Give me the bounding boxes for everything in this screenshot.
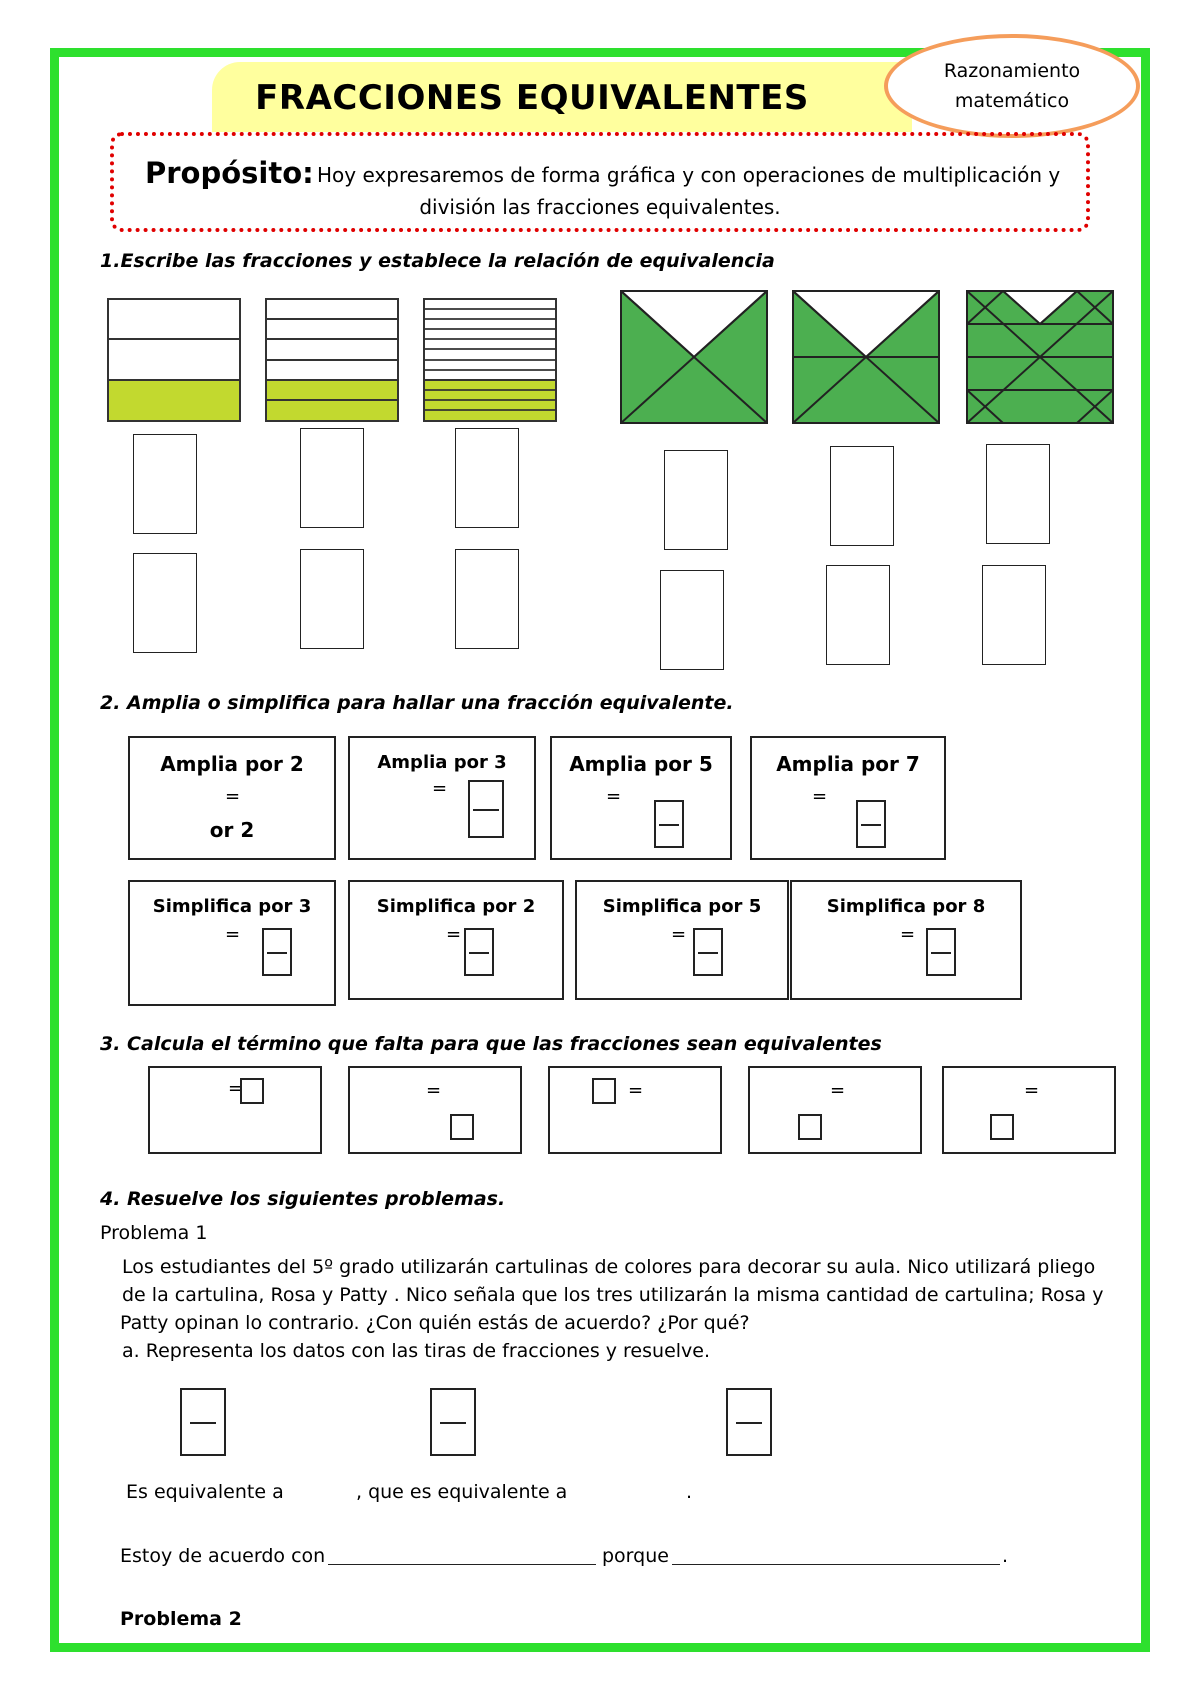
fraction-square-sixteenths <box>966 290 1114 424</box>
fraction-square-eighths <box>792 290 940 424</box>
missing-term-box[interactable] <box>592 1078 616 1104</box>
fraction-answer-box[interactable] <box>455 549 519 649</box>
amplify-card-label: Amplia por 2 <box>160 752 304 776</box>
equals-sign: = <box>225 924 241 945</box>
fraction-answer-box[interactable] <box>300 428 364 528</box>
equals-sign: = <box>606 786 622 807</box>
missing-term-card <box>942 1066 1116 1154</box>
equivalent-text-a: Es equivalente a <box>126 1481 284 1503</box>
agree-text-b: porque <box>602 1545 669 1567</box>
fraction-answer-box[interactable] <box>133 434 197 534</box>
equals-sign: = <box>432 778 448 799</box>
fraction-strip-sixths <box>265 298 399 422</box>
fraction-answer-box[interactable] <box>982 565 1046 665</box>
simplify-card-label: Simplifica por 3 <box>152 896 312 917</box>
fraction-blank[interactable] <box>464 928 494 976</box>
equals-sign: = <box>426 1080 442 1101</box>
page-title: FRACCIONES EQUIVALENTES <box>255 78 809 118</box>
agree-text-c: . <box>1002 1545 1009 1567</box>
missing-term-card <box>748 1066 922 1154</box>
section1-heading: 1.Escribe las fracciones y establece la relación de equivalencia <box>100 250 775 272</box>
missing-term-box[interactable] <box>798 1114 822 1140</box>
fraction-strip-twelfths <box>423 298 557 422</box>
fraction-blank[interactable] <box>726 1388 772 1456</box>
equals-sign: = <box>671 924 687 945</box>
amplify-card-label: Amplia por 7 <box>776 752 920 776</box>
amplify-card-label: Amplia por 3 <box>377 752 507 773</box>
simplify-card <box>790 880 1022 1000</box>
problem2-title: Problema 2 <box>120 1608 242 1630</box>
fraction-blank[interactable] <box>430 1388 476 1456</box>
problem1-title: Problema 1 <box>100 1222 208 1244</box>
missing-term-card <box>348 1066 522 1154</box>
purpose-text-line2: división las fracciones equivalentes. <box>419 195 781 219</box>
equals-sign: = <box>830 1080 846 1101</box>
missing-term-box[interactable] <box>240 1078 264 1104</box>
agree-answer-line[interactable] <box>328 1564 596 1565</box>
simplify-card <box>575 880 789 1000</box>
fraction-blank[interactable] <box>262 928 292 976</box>
reason-answer-line[interactable] <box>672 1564 1000 1565</box>
agree-text-a: Estoy de acuerdo con <box>120 1545 326 1567</box>
fraction-blank[interactable] <box>926 928 956 976</box>
fraction-blank[interactable] <box>654 800 684 848</box>
problem1-line1: Los estudiantes del 5º grado utilizarán cartulinas de colores para decorar su aula. Nico utilizará pliego <box>122 1256 1096 1278</box>
missing-term-box[interactable] <box>450 1114 474 1140</box>
subject-badge-line1: Razonamiento <box>943 60 1081 82</box>
equals-sign: = <box>900 924 916 945</box>
fraction-blank[interactable] <box>180 1388 226 1456</box>
fraction-blank[interactable] <box>468 780 504 838</box>
fraction-strip-thirds <box>107 298 241 422</box>
equals-sign: = <box>446 924 462 945</box>
fraction-answer-box[interactable] <box>986 444 1050 544</box>
problem1-line3: Patty opinan lo contrario. ¿Con quién estás de acuerdo? ¿Por qué? <box>120 1312 750 1334</box>
missing-term-card <box>548 1066 722 1154</box>
fraction-blank[interactable] <box>693 928 723 976</box>
fraction-answer-box[interactable] <box>830 446 894 546</box>
section2-heading: 2. Amplia o simplifica para hallar una fracción equivalente. <box>100 692 734 714</box>
amplify-card <box>348 736 536 860</box>
problem1-line2: de la cartulina, Rosa y Patty . Nico señala que los tres utilizarán la misma cantidad de cartulina; Rosa y <box>122 1284 1104 1306</box>
fraction-answer-box[interactable] <box>133 553 197 653</box>
equivalent-text-c: . <box>686 1481 693 1503</box>
fraction-answer-box[interactable] <box>455 428 519 528</box>
simplify-card <box>348 880 564 1000</box>
purpose-text-line1: Hoy expresaremos de forma gráfica y con operaciones de multiplicación y <box>317 163 1061 187</box>
fraction-answer-box[interactable] <box>664 450 728 550</box>
section4-heading: 4. Resuelve los siguientes problemas. <box>100 1188 506 1210</box>
subject-badge-line2: matemático <box>954 90 1070 112</box>
simplify-card-label: Simplifica por 8 <box>826 896 986 917</box>
simplify-card-label: Simplifica por 2 <box>376 896 536 917</box>
simplify-card <box>128 880 336 1006</box>
problem1-line4: a. Representa los datos con las tiras de fracciones y resuelve. <box>122 1340 711 1362</box>
fraction-answer-box[interactable] <box>826 565 890 665</box>
equals-sign: = <box>225 786 241 807</box>
fraction-square-quarters <box>620 290 768 424</box>
amplify-card <box>750 736 946 860</box>
equals-sign: = <box>812 786 828 807</box>
section3-heading: 3. Calcula el término que falta para que las fracciones sean equivalentes <box>100 1033 882 1055</box>
purpose-label: Propósito: <box>145 156 314 190</box>
missing-term-card <box>148 1066 322 1154</box>
equivalent-text-b: , que es equivalente a <box>356 1481 568 1503</box>
subject-badge <box>884 34 1140 138</box>
fraction-answer-box[interactable] <box>660 570 724 670</box>
equals-sign: = <box>228 1078 244 1099</box>
amplify-card <box>550 736 732 860</box>
amplify-card <box>128 736 336 860</box>
fraction-blank[interactable] <box>856 800 886 848</box>
amplify-card-label: Amplia por 5 <box>569 752 713 776</box>
amplify-card-extra: or 2 <box>209 818 255 842</box>
fraction-answer-box[interactable] <box>300 549 364 649</box>
missing-term-box[interactable] <box>990 1114 1014 1140</box>
simplify-card-label: Simplifica por 5 <box>602 896 762 917</box>
equals-sign: = <box>1024 1080 1040 1101</box>
equals-sign: = <box>628 1080 644 1101</box>
